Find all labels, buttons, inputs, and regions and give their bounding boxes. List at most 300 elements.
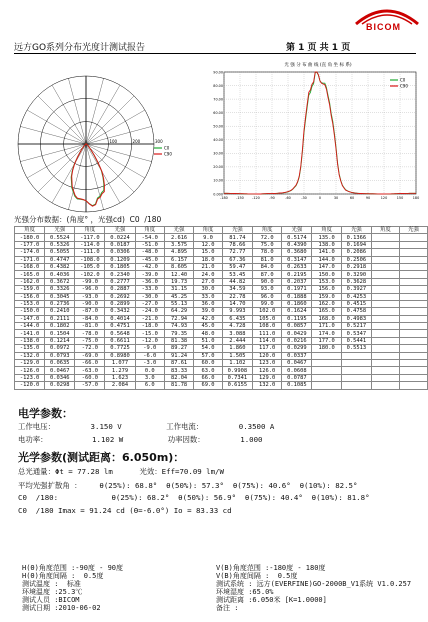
table-cell: 22.78 bbox=[222, 293, 252, 300]
table-header-cell: 光强 bbox=[45, 227, 75, 234]
table-cell: 0.0337 bbox=[282, 352, 312, 359]
table-cell: -102.0 bbox=[75, 271, 105, 278]
table-cell: -69.0 bbox=[75, 352, 105, 359]
table-cell: 102.0 bbox=[252, 308, 281, 315]
table-cell: 0.4390 bbox=[282, 241, 312, 248]
table-cell: 0.2086 bbox=[341, 249, 371, 256]
table-cell bbox=[341, 352, 371, 359]
table-row bbox=[15, 352, 428, 359]
table-cell: 87.0 bbox=[252, 271, 281, 278]
table-cell: 135.0 bbox=[312, 234, 341, 241]
table-header-cell: 角度 bbox=[194, 227, 223, 234]
table-cell: 83.33 bbox=[164, 367, 193, 374]
table-cell: 0.1195 bbox=[282, 315, 312, 322]
table-cell: -72.0 bbox=[75, 345, 105, 352]
table-cell: 0.0299 bbox=[282, 345, 312, 352]
table-cell: 24.0 bbox=[194, 271, 223, 278]
table-header-cell: 角度 bbox=[15, 227, 45, 234]
intensity-data-table bbox=[14, 226, 428, 390]
table-cell: -174.0 bbox=[15, 249, 45, 256]
table-cell: 45.0 bbox=[194, 323, 223, 330]
table-row bbox=[15, 374, 428, 381]
table-row bbox=[15, 278, 428, 285]
table-cell bbox=[371, 234, 399, 241]
table-cell: 117.0 bbox=[252, 345, 281, 352]
table-cell: -162.0 bbox=[15, 278, 45, 285]
table-cell: 0.2037 bbox=[282, 278, 312, 285]
table-cell: -171.0 bbox=[15, 256, 45, 263]
table-cell: 150.0 bbox=[312, 271, 341, 278]
table-cell bbox=[399, 271, 427, 278]
table-cell bbox=[399, 241, 427, 248]
table-cell bbox=[399, 286, 427, 293]
photometric-line-4: C0 /180 Imax = 91.24 cd (Θ=-6.0°) Io = 83.33 cd bbox=[18, 506, 232, 515]
table-cell: 9.993 bbox=[222, 308, 252, 315]
table-cell: 72.77 bbox=[222, 249, 252, 256]
table-cell bbox=[341, 374, 371, 381]
table-cell: -99.0 bbox=[75, 278, 105, 285]
table-cell bbox=[371, 249, 399, 256]
table-cell: 0.2410 bbox=[45, 308, 75, 315]
table-cell: 0.1694 bbox=[341, 241, 371, 248]
table-cell bbox=[371, 367, 399, 374]
table-cell: 0.0608 bbox=[282, 367, 312, 374]
table-cell: 0.2918 bbox=[341, 263, 371, 270]
table-cell bbox=[371, 337, 399, 344]
table-cell: -84.0 bbox=[75, 315, 105, 322]
table-cell: 72.94 bbox=[164, 315, 193, 322]
table-cell: 87.61 bbox=[164, 360, 193, 367]
cart-x-tick: -60 bbox=[285, 196, 291, 200]
table-cell: 0.1802 bbox=[45, 323, 75, 330]
table-cell: 0.9908 bbox=[222, 367, 252, 374]
table-cell bbox=[399, 345, 427, 352]
table-cell bbox=[371, 278, 399, 285]
table-cell: -18.0 bbox=[135, 323, 164, 330]
table-header-cell: 角度 bbox=[75, 227, 105, 234]
table-cell: 0.3147 bbox=[282, 256, 312, 263]
table-cell: 0.0429 bbox=[282, 330, 312, 337]
cart-y-tick: 10.00 bbox=[213, 178, 223, 183]
photometric-line-3: C0 /180: θ(25%): 68.2° θ(50%): 56.9° θ(75%): 40.4° θ(10%): 81.8° bbox=[18, 493, 370, 502]
table-cell: -114.0 bbox=[75, 241, 105, 248]
table-cell: 0.4747 bbox=[45, 256, 75, 263]
table-cell: 21.0 bbox=[194, 263, 223, 270]
table-cell: 0.2633 bbox=[282, 263, 312, 270]
table-cell: 111.0 bbox=[252, 330, 281, 337]
cart-y-tick: 90.00 bbox=[213, 70, 223, 75]
table-cell: 0.2506 bbox=[341, 256, 371, 263]
table-cell: 1.623 bbox=[105, 374, 135, 381]
table-cell: 0.7341 bbox=[222, 374, 252, 381]
cart-y-tick: 40.00 bbox=[213, 138, 223, 143]
footer-left-2: H(Θ)角度间隔 : 0.5度 bbox=[22, 572, 104, 580]
table-cell: 0.6155 bbox=[222, 382, 252, 389]
table-cell: 0.4014 bbox=[105, 315, 135, 322]
table-cell: 138.0 bbox=[312, 241, 341, 248]
table-cell: -132.0 bbox=[15, 352, 45, 359]
cart-y-tick: 60.00 bbox=[213, 110, 223, 115]
footer-left-4: 环境温度 :25.3℃ bbox=[22, 588, 83, 596]
page-indicator: 第 1 页 共 1 页 bbox=[286, 43, 351, 53]
table-cell: 141.0 bbox=[312, 249, 341, 256]
table-cell: 1.102 bbox=[222, 360, 252, 367]
table-cell: -156.0 bbox=[15, 293, 45, 300]
table-cell bbox=[399, 278, 427, 285]
cart-y-tick: 20.00 bbox=[213, 165, 223, 170]
table-cell: 0.4758 bbox=[341, 308, 371, 315]
table-cell: 0.0787 bbox=[282, 374, 312, 381]
table-cell: -138.0 bbox=[15, 337, 45, 344]
table-cell: 99.0 bbox=[252, 300, 281, 307]
table-cell: 1.505 bbox=[222, 352, 252, 359]
table-cell: 96.0 bbox=[252, 293, 281, 300]
table-cell: 64.29 bbox=[164, 308, 193, 315]
table-cell: -180.0 bbox=[15, 234, 45, 241]
table-cell: -27.0 bbox=[135, 300, 164, 307]
table-cell: 75.0 bbox=[252, 241, 281, 248]
table-cell: 0.5513 bbox=[341, 345, 371, 352]
polar-legend-label: C90 bbox=[164, 151, 172, 157]
table-cell: 0.0857 bbox=[282, 323, 312, 330]
table-cell: 0.5174 bbox=[282, 234, 312, 241]
table-cell: 0.1805 bbox=[105, 263, 135, 270]
table-row bbox=[15, 234, 428, 241]
brand-name: BICOM bbox=[366, 22, 401, 32]
table-cell: -144.0 bbox=[15, 323, 45, 330]
table-cell: -45.0 bbox=[135, 256, 164, 263]
table-cell: 63.0 bbox=[194, 367, 223, 374]
table-cell: 0.2887 bbox=[105, 286, 135, 293]
cart-x-tick: -120 bbox=[252, 196, 260, 200]
table-cell bbox=[399, 249, 427, 256]
table-cell: 0.0 bbox=[135, 367, 164, 374]
table-header-cell: 光强 bbox=[399, 227, 427, 234]
table-row bbox=[15, 330, 428, 337]
table-cell: 12.0 bbox=[194, 241, 223, 248]
table-cell: 0.0972 bbox=[45, 345, 75, 352]
table-cell: 0.0187 bbox=[105, 241, 135, 248]
footer-right-6: 备注 : bbox=[216, 604, 239, 612]
table-row bbox=[15, 337, 428, 344]
table-cell: -93.0 bbox=[75, 293, 105, 300]
table-cell bbox=[312, 374, 341, 381]
table-cell bbox=[399, 300, 427, 307]
table-cell: 44.82 bbox=[222, 278, 252, 285]
table-cell: 174.0 bbox=[312, 330, 341, 337]
table-cell: 53.45 bbox=[222, 271, 252, 278]
table-cell: 36.0 bbox=[194, 300, 223, 307]
table-cell: 59.47 bbox=[222, 263, 252, 270]
electrical-line-1: 工作电压： 3.150 V 工作电流： 0.3500 A bbox=[18, 422, 275, 431]
table-cell: 108.0 bbox=[252, 323, 281, 330]
table-header-row bbox=[15, 227, 428, 234]
table-cell: -36.0 bbox=[135, 278, 164, 285]
table-cell bbox=[371, 293, 399, 300]
polar-ring-label: 100 bbox=[109, 139, 118, 144]
table-row bbox=[15, 293, 428, 300]
cart-y-tick: 80.00 bbox=[213, 83, 223, 88]
table-cell: 33.0 bbox=[194, 293, 223, 300]
table-header-cell: 光强 bbox=[164, 227, 193, 234]
polar-intensity-chart bbox=[14, 56, 214, 216]
table-cell: -21.0 bbox=[135, 315, 164, 322]
table-cell: 54.0 bbox=[194, 345, 223, 352]
table-cell bbox=[371, 382, 399, 389]
table-cell: -6.0 bbox=[135, 352, 164, 359]
cart-x-tick: 0 bbox=[318, 196, 322, 200]
table-cell: 0.0224 bbox=[105, 234, 135, 241]
table-cell: 0.3326 bbox=[45, 286, 75, 293]
table-header-cell: 角度 bbox=[135, 227, 164, 234]
table-cell bbox=[312, 352, 341, 359]
table-cell: 0.3628 bbox=[341, 278, 371, 285]
table-cell: 27.0 bbox=[194, 278, 223, 285]
electrical-line-2: 电功率： 1.102 W 功率因数： 1.000 bbox=[18, 435, 263, 444]
table-cell: -87.0 bbox=[75, 308, 105, 315]
table-row bbox=[15, 256, 428, 263]
table-cell: -126.0 bbox=[15, 367, 45, 374]
photometric-heading: 光学参数(测试距离：6.050m)： bbox=[18, 451, 185, 464]
table-cell bbox=[371, 241, 399, 248]
table-cell: -96.0 bbox=[75, 286, 105, 293]
table-cell bbox=[399, 315, 427, 322]
table-cell: -66.0 bbox=[75, 360, 105, 367]
table-cell bbox=[371, 300, 399, 307]
table-cell: 0.3045 bbox=[45, 293, 75, 300]
table-cell: -63.0 bbox=[75, 367, 105, 374]
table-cell: 0.3290 bbox=[341, 271, 371, 278]
table-cell: -54.0 bbox=[135, 234, 164, 241]
table-cell: -123.0 bbox=[15, 374, 45, 381]
table-cell: 0.4983 bbox=[341, 315, 371, 322]
cartesian-intensity-chart bbox=[212, 56, 424, 216]
cart-y-tick: 30.00 bbox=[213, 151, 223, 156]
table-cell: 81.0 bbox=[252, 256, 281, 263]
table-cell: 81.38 bbox=[164, 337, 193, 344]
table-row bbox=[15, 382, 428, 389]
table-row bbox=[15, 300, 428, 307]
table-cell: 147.0 bbox=[312, 263, 341, 270]
table-cell: 1.860 bbox=[222, 345, 252, 352]
table-cell: 4.728 bbox=[222, 323, 252, 330]
table-cell bbox=[399, 234, 427, 241]
table-cell bbox=[312, 382, 341, 389]
table-cell: 14.70 bbox=[222, 300, 252, 307]
table-cell: 0.0467 bbox=[45, 367, 75, 374]
table-cell: -177.0 bbox=[15, 241, 45, 248]
table-cell: 0.1504 bbox=[45, 330, 75, 337]
electrical-heading: 电学参数： bbox=[18, 407, 73, 420]
table-cell: 120.0 bbox=[252, 352, 281, 359]
table-cell: 3.575 bbox=[164, 241, 193, 248]
table-cell: 6.0 bbox=[135, 382, 164, 389]
table-cell: 0.5648 bbox=[105, 330, 135, 337]
table-cell: 0.1214 bbox=[45, 337, 75, 344]
table-cell: 0.2340 bbox=[105, 271, 135, 278]
table-cell: 0.8980 bbox=[105, 352, 135, 359]
table-cell: 78.0 bbox=[252, 249, 281, 256]
table-cell: 69.0 bbox=[194, 382, 223, 389]
table-row bbox=[15, 360, 428, 367]
table-cell bbox=[399, 308, 427, 315]
distribution-data-label: 光强分布数据：(角度° ，光强cd) C0 /180 bbox=[14, 215, 162, 224]
cart-y-tick: 50.00 bbox=[213, 124, 223, 129]
table-cell bbox=[399, 263, 427, 270]
table-cell: 0.3672 bbox=[45, 278, 75, 285]
table-cell: -90.0 bbox=[75, 300, 105, 307]
table-header-cell: 角度 bbox=[252, 227, 281, 234]
table-row bbox=[15, 263, 428, 270]
table-cell: -150.0 bbox=[15, 308, 45, 315]
table-cell bbox=[371, 286, 399, 293]
table-cell bbox=[371, 271, 399, 278]
table-cell: 66.0 bbox=[194, 374, 223, 381]
table-cell: 82.04 bbox=[164, 374, 193, 381]
table-cell: 0.4036 bbox=[45, 271, 75, 278]
table-cell: 0.0346 bbox=[45, 374, 75, 381]
table-cell: -75.0 bbox=[75, 337, 105, 344]
table-cell: -111.0 bbox=[75, 249, 105, 256]
table-cell: 51.0 bbox=[194, 337, 223, 344]
cart-legend-label: C90 bbox=[400, 83, 408, 89]
table-cell: 0.5524 bbox=[45, 234, 75, 241]
table-cell bbox=[371, 374, 399, 381]
table-cell: 0.4515 bbox=[341, 300, 371, 307]
table-cell: -135.0 bbox=[15, 345, 45, 352]
footer-left-5: 测试人员 :BICOM bbox=[22, 596, 80, 604]
table-row bbox=[15, 315, 428, 322]
cart-y-tick: 70.00 bbox=[213, 97, 223, 102]
table-cell bbox=[341, 367, 371, 374]
table-cell: 0.5055 bbox=[45, 249, 75, 256]
table-header-cell: 光强 bbox=[282, 227, 312, 234]
cart-x-tick: 60 bbox=[349, 196, 355, 200]
table-cell bbox=[399, 382, 427, 389]
table-cell: -81.0 bbox=[75, 323, 105, 330]
table-cell: 2.084 bbox=[105, 382, 135, 389]
table-cell: 0.4253 bbox=[341, 293, 371, 300]
table-cell: 177.0 bbox=[312, 337, 341, 344]
table-cell: -168.0 bbox=[15, 263, 45, 270]
footer-left-6: 测试日期 :2010-06-02 bbox=[22, 604, 101, 612]
table-cell: 0.1366 bbox=[341, 234, 371, 241]
table-cell: 0.5326 bbox=[45, 241, 75, 248]
table-cell: 79.35 bbox=[164, 330, 193, 337]
table-cell bbox=[312, 360, 341, 367]
table-cell: 153.0 bbox=[312, 278, 341, 285]
table-cell: -141.0 bbox=[15, 330, 45, 337]
table-cell: 129.0 bbox=[252, 374, 281, 381]
table-cell bbox=[399, 330, 427, 337]
table-cell: 0.2195 bbox=[282, 271, 312, 278]
table-cell: 45.25 bbox=[164, 293, 193, 300]
cart-x-tick: 90 bbox=[365, 196, 371, 200]
table-cell: 0.6611 bbox=[105, 337, 135, 344]
table-cell: 0.0306 bbox=[105, 249, 135, 256]
footer-right-2: V(B)角度间隔 : 0.5度 bbox=[216, 572, 298, 580]
table-header-cell: 光强 bbox=[222, 227, 252, 234]
table-cell: 0.2899 bbox=[105, 300, 135, 307]
table-cell bbox=[371, 263, 399, 270]
table-cell: 2.444 bbox=[222, 337, 252, 344]
table-header-cell: 光强 bbox=[341, 227, 371, 234]
table-cell: 74.93 bbox=[164, 323, 193, 330]
table-cell: 93.0 bbox=[252, 286, 281, 293]
table-cell: 0.0635 bbox=[45, 360, 75, 367]
table-cell: 0.1085 bbox=[282, 382, 312, 389]
table-cell: 48.0 bbox=[194, 330, 223, 337]
cart-legend-label: C0 bbox=[400, 77, 406, 83]
table-cell: 9.0 bbox=[194, 234, 223, 241]
cart-x-tick: 150 bbox=[396, 196, 404, 200]
table-row bbox=[15, 308, 428, 315]
table-cell: 90.0 bbox=[252, 278, 281, 285]
photometric-line-1: 总光通量：Φt = 77.28 lm 光效：Eff=70.09 lm/W bbox=[18, 467, 224, 476]
table-cell: 0.2692 bbox=[105, 293, 135, 300]
footer-right-3: 测试系统 : 远方(EVERFINE)GO-2000B_V1系统 V1.0.257 bbox=[216, 580, 412, 588]
table-cell: -12.0 bbox=[135, 337, 164, 344]
table-cell: 2.616 bbox=[164, 234, 193, 241]
table-cell: 4.895 bbox=[164, 249, 193, 256]
table-cell bbox=[399, 337, 427, 344]
cart-x-tick: 120 bbox=[380, 196, 388, 200]
table-cell: -78.0 bbox=[75, 330, 105, 337]
table-cell: -51.0 bbox=[135, 241, 164, 248]
table-cell: -108.0 bbox=[75, 256, 105, 263]
table-cell: 171.0 bbox=[312, 323, 341, 330]
table-cell bbox=[312, 367, 341, 374]
table-row bbox=[15, 271, 428, 278]
table-cell: 6.157 bbox=[164, 256, 193, 263]
cart-y-tick: 0.000 bbox=[213, 192, 223, 197]
table-cell: -60.0 bbox=[75, 374, 105, 381]
table-cell: 168.0 bbox=[312, 315, 341, 322]
table-cell: 81.78 bbox=[164, 382, 193, 389]
table-cell: 55.13 bbox=[164, 300, 193, 307]
table-cell: 0.2111 bbox=[45, 315, 75, 322]
table-cell bbox=[371, 315, 399, 322]
table-cell: -15.0 bbox=[135, 330, 164, 337]
footer-right-4: 环境湿度 :65.0% bbox=[216, 588, 274, 596]
cart-title: 光 强 分 布 曲 线 (直 角 坐 标 系) bbox=[284, 63, 352, 68]
cart-x-tick: -30 bbox=[301, 196, 307, 200]
table-row bbox=[15, 345, 428, 352]
table-row bbox=[15, 323, 428, 330]
cart-x-tick: -150 bbox=[236, 196, 244, 200]
table-header-cell: 角度 bbox=[312, 227, 341, 234]
table-cell: 1.077 bbox=[105, 360, 135, 367]
table-cell: 123.0 bbox=[252, 360, 281, 367]
table-cell bbox=[371, 330, 399, 337]
table-cell bbox=[371, 345, 399, 352]
table-cell: 162.0 bbox=[312, 300, 341, 307]
table-cell: 0.0216 bbox=[282, 337, 312, 344]
table-cell: 0.2777 bbox=[105, 278, 135, 285]
table-cell: -24.0 bbox=[135, 308, 164, 315]
table-cell: 1.279 bbox=[105, 367, 135, 374]
table-cell: 126.0 bbox=[252, 367, 281, 374]
table-cell bbox=[371, 256, 399, 263]
table-cell: 91.24 bbox=[164, 352, 193, 359]
table-cell: 0.0298 bbox=[45, 382, 75, 389]
table-cell: -105.0 bbox=[75, 263, 105, 270]
table-cell bbox=[371, 360, 399, 367]
table-cell: 105.0 bbox=[252, 315, 281, 322]
table-cell: 0.4751 bbox=[105, 323, 135, 330]
table-cell: 0.3927 bbox=[341, 286, 371, 293]
footer-right-5: 测试距离 :6.050米 [K=1.0000] bbox=[216, 596, 327, 604]
